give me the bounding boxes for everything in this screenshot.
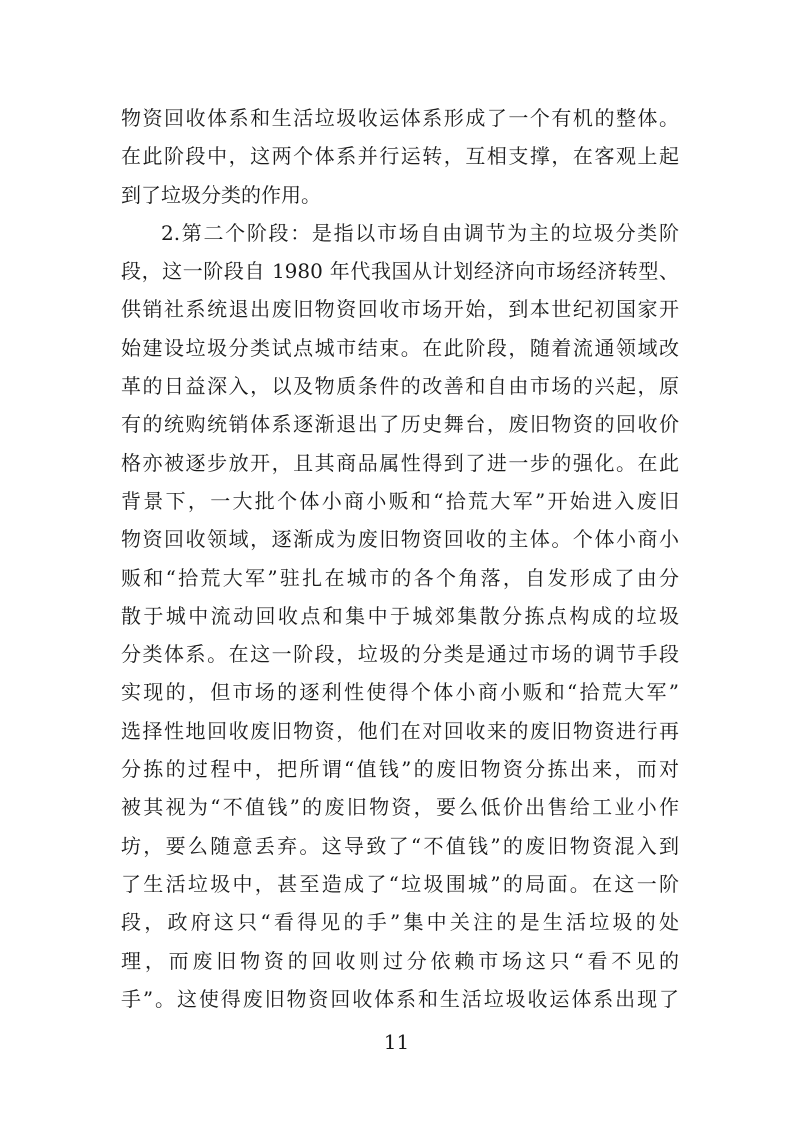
text-line: 有的统购统销体系逐渐退出了历史舞台，废旧物资的回收价 (121, 412, 679, 437)
text-line: 始建设垃圾分类试点城市结束。在此阶段，随着流通领域改 (121, 335, 679, 360)
text-line: 理，而废旧物资的回收则过分依赖市场这只“看不见的 (121, 948, 679, 973)
text-line: 革的日益深入，以及物质条件的改善和自由市场的兴起，原 (121, 374, 679, 399)
text-line: 贩和“拾荒大军”驻扎在城市的各个角落，自发形成了由分 (121, 565, 679, 590)
text-line: 背景下，一大批个体小商小贩和“拾荒大军”开始进入废旧 (121, 488, 679, 513)
text-line: 被其视为“不值钱”的废旧物资，要么低价出售给工业小作 (121, 795, 679, 820)
body-text (121, 99, 679, 1018)
text-line: 到了垃圾分类的作用。 (121, 182, 321, 207)
text-line: 实现的，但市场的逐利性使得个体小商小贩和“拾荒大军” (121, 680, 679, 705)
text-line: 段，这一阶段自 1980 年代我国从计划经济向市场经济转型、 (121, 259, 679, 284)
text-line: 坊，要么随意丢弃。这导致了“不值钱”的废旧物资混入到 (121, 833, 679, 858)
text-line: 在此阶段中，这两个体系并行运转，互相支撑，在客观上起 (121, 144, 679, 169)
text-line: 散于城中流动回收点和集中于城郊集散分拣点构成的垃圾 (121, 603, 679, 628)
text-line: 分拣的过程中，把所谓“值钱”的废旧物资分拣出来，而对 (121, 757, 679, 782)
text-line: 物资回收体系和生活垃圾收运体系形成了一个有机的整体。 (121, 106, 679, 130)
text-line: 分类体系。在这一阶段，垃圾的分类是通过市场的调节手段 (121, 642, 679, 667)
text-line: 2.第二个阶段：是指以市场自由调节为主的垃圾分类阶 (161, 220, 679, 245)
text-line: 供销社系统退出废旧物资回收市场开始，到本世纪初国家开 (121, 297, 679, 322)
text-line: 物资回收领域，逐渐成为废旧物资回收的主体。个体小商小 (121, 527, 679, 552)
text-line: 格亦被逐步放开，且其商品属性得到了进一步的强化。在此 (121, 450, 679, 475)
text-line: 手”。这使得废旧物资回收体系和生活垃圾收运体系出现了 (121, 986, 679, 1011)
text-line: 选择性地回收废旧物资，他们在对回收来的废旧物资进行再 (121, 718, 679, 743)
text-line: 段，政府这只“看得见的手”集中关注的是生活垃圾的处 (121, 910, 679, 935)
page-number: 11 (383, 1030, 410, 1054)
text-line: 了生活垃圾中，甚至造成了“垃圾围城”的局面。在这一阶 (121, 871, 679, 896)
